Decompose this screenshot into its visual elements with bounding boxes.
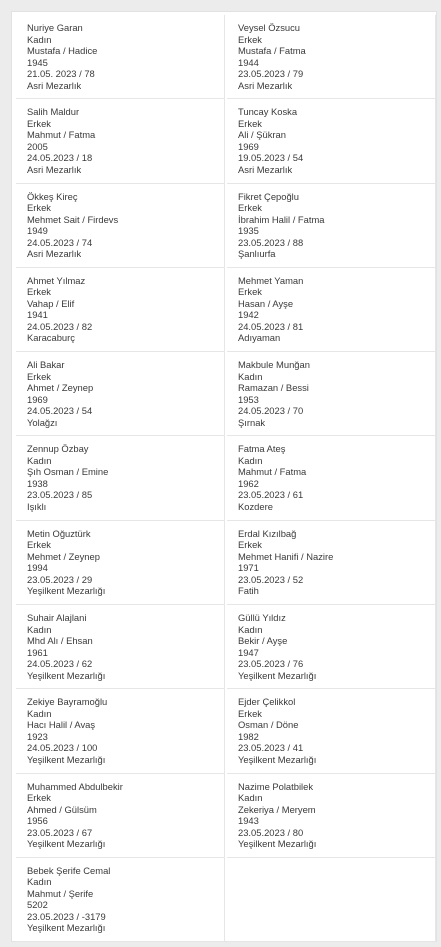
record-gender: Erkek [27, 370, 51, 382]
record-gender: Kadın [238, 370, 263, 382]
record-gender: Erkek [238, 539, 262, 551]
record-birth-year: 1982 [238, 730, 259, 742]
record-cemetery: Asri Mezarlık [27, 163, 82, 175]
record-name: Fikret Çepoğlu [238, 190, 299, 202]
record-birth-year: 1969 [27, 393, 48, 405]
record-gender: Erkek [27, 539, 51, 551]
record-parents: Zekeriya / Meryem [238, 803, 316, 815]
record-gender: Erkek [238, 286, 262, 298]
record-birth-year: 1944 [238, 56, 259, 68]
record-cell [227, 521, 436, 605]
record-death: 23.05.2023 / 88 [238, 236, 304, 248]
record-gender: Kadın [27, 623, 52, 635]
record-cell [227, 605, 436, 689]
record-death: 24.05.2023 / 100 [27, 742, 98, 754]
record-gender: Erkek [238, 202, 262, 214]
record-gender: Erkek [27, 286, 51, 298]
record-cemetery: Fatih [238, 585, 259, 597]
record-parents: Ahmed / Gülsüm [27, 803, 97, 815]
record-cell [227, 99, 436, 183]
record-gender: Kadın [238, 623, 263, 635]
record-cell [16, 521, 225, 605]
record-gender: Kadın [27, 33, 52, 45]
record-name: Ejder Çelikkol [238, 696, 296, 708]
record-cemetery: Şanlıurfa [238, 248, 276, 260]
record-cemetery: Yeşilkent Mezarlığı [238, 753, 317, 765]
record-name: Bebek Şerife Cemal [27, 864, 111, 876]
record-cell [16, 184, 225, 268]
record-gender: Kadın [27, 454, 52, 466]
record-name: Nazime Polatbilek [238, 780, 314, 792]
record-gender: Kadın [238, 792, 263, 804]
record-birth-year: 1947 [238, 646, 259, 658]
record-parents: Mahmut / Fatma [27, 129, 96, 141]
record-name: Tuncay Koska [238, 106, 298, 118]
record-birth-year: 5202 [27, 899, 48, 911]
record-death: 24.05.2023 / 74 [27, 236, 93, 248]
record-cemetery: Yeşilkent Mezarlığı [27, 922, 106, 934]
record-name: Salih Maldur [27, 106, 80, 118]
record-death: 23.05.2023 / 76 [238, 658, 304, 670]
record-birth-year: 1971 [238, 562, 259, 574]
record-name: Zekiye Bayramoğlu [27, 696, 108, 708]
record-cemetery: Yeşilkent Mezarlığı [27, 838, 106, 850]
record-birth-year: 1961 [27, 646, 48, 658]
record-parents: Mehmet Hanifi / Nazire [238, 550, 334, 562]
record-birth-year: 1994 [27, 562, 48, 574]
record-parents: İbrahim Halil / Fatma [238, 213, 325, 225]
record-gender: Erkek [27, 792, 51, 804]
record-cell [16, 605, 225, 689]
record-parents: Vahap / Elif [27, 297, 75, 309]
record-name: Suhair Alajlani [27, 612, 87, 624]
record-cell [227, 352, 436, 436]
record-name: Ahmet Yılmaz [27, 274, 86, 286]
record-birth-year: 1949 [27, 225, 48, 237]
record-cell [16, 99, 225, 183]
record-death: 24.05.2023 / 81 [238, 320, 304, 332]
record-parents: Şıh Osman / Emine [27, 466, 109, 478]
record-cemetery: Işıklı [27, 500, 47, 512]
record-cell [227, 689, 436, 773]
record-name: Nuriye Garan [27, 22, 83, 33]
record-parents: Mustafa / Fatma [238, 45, 306, 56]
record-parents: Bekir / Ayşe [238, 635, 288, 647]
record-death: 23.05.2023 / 52 [238, 573, 304, 585]
record-cemetery: Yeşilkent Mezarlığı [27, 585, 106, 597]
record-death: 24.05.2023 / 82 [27, 320, 93, 332]
record-parents: Mehmet Sait / Firdevs [27, 213, 119, 225]
record-birth-year: 1938 [27, 477, 48, 489]
record-cemetery: Şırnak [238, 416, 266, 428]
record-death: 23.05.2023 / 41 [238, 742, 304, 754]
record-name: Metin Oğuztürk [27, 527, 91, 539]
record-death: 24.05.2023 / 70 [238, 405, 304, 417]
record-parents: Mustafa / Hadice [27, 45, 98, 56]
record-gender: Erkek [238, 707, 262, 719]
record-death: 24.05.2023 / 62 [27, 658, 93, 670]
document-page [11, 11, 437, 942]
record-name: Mehmet Yaman [238, 274, 304, 286]
empty-cell [227, 858, 436, 942]
record-cell [16, 268, 225, 352]
record-death: 23.05.2023 / 79 [238, 68, 304, 79]
record-cell [16, 858, 225, 942]
record-birth-year: 1943 [238, 815, 259, 827]
record-cemetery: Adıyaman [238, 332, 281, 344]
record-gender: Kadın [27, 707, 52, 719]
record-parents: Ali / Şükran [238, 129, 286, 141]
record-parents: Ramazan / Bessi [238, 382, 309, 394]
record-cell [16, 774, 225, 858]
record-cemetery: Karacaburç [27, 332, 75, 344]
record-name: Makbule Munğan [238, 359, 310, 371]
record-birth-year: 1923 [27, 730, 48, 742]
record-cell [227, 436, 436, 520]
record-gender: Erkek [238, 33, 262, 45]
record-cemetery: Kozdere [238, 500, 273, 512]
record-parents: Mhd Alı / Ehsan [27, 635, 93, 647]
record-cemetery: Asri Mezarlık [27, 248, 82, 260]
record-death: 24.05.2023 / 18 [27, 152, 93, 164]
record-gender: Erkek [27, 202, 51, 214]
record-gender: Kadın [238, 454, 263, 466]
record-birth-year: 1962 [238, 477, 259, 489]
record-cell [227, 774, 436, 858]
record-cell [227, 184, 436, 268]
record-cell [16, 689, 225, 773]
record-name: Zennup Özbay [27, 443, 89, 455]
record-death: 24.05.2023 / 54 [27, 405, 93, 417]
record-cemetery: Yeşilkent Mezarlığı [27, 669, 106, 681]
record-birth-year: 1956 [27, 815, 48, 827]
record-gender: Erkek [238, 117, 262, 129]
record-birth-year: 1935 [238, 225, 259, 237]
record-name: Veysel Özsucu [238, 22, 301, 33]
record-cemetery: Asri Mezarlık [238, 163, 293, 175]
records-table [16, 15, 436, 942]
record-name: Fatma Ateş [238, 443, 286, 455]
record-cemetery: Asri Mezarlık [27, 79, 82, 91]
record-death: 23.05.2023 / -3179 [27, 910, 106, 922]
record-parents: Mehmet / Zeynep [27, 550, 100, 562]
record-cell [16, 352, 225, 436]
record-cell [16, 436, 225, 520]
record-name: Muhammed Abdulbekir [27, 780, 123, 792]
record-parents: Ahmet / Zeynep [27, 382, 94, 394]
record-birth-year: 1969 [238, 140, 259, 152]
record-death: 23.05.2023 / 61 [238, 489, 304, 501]
record-name: Erdal Kızılbağ [238, 527, 297, 539]
record-cemetery: Yeşilkent Mezarlığı [238, 838, 317, 850]
record-birth-year: 2005 [27, 140, 48, 152]
record-parents: Hacı Halil / Avaş [27, 719, 96, 731]
record-cemetery: Yeşilkent Mezarlığı [238, 669, 317, 681]
record-death: 23.05.2023 / 29 [27, 573, 93, 585]
record-cell [16, 15, 225, 99]
record-name: Ökkeş Kireç [27, 190, 78, 202]
record-death: 23.05.2023 / 67 [27, 826, 93, 838]
record-name: Güllü Yıldız [238, 612, 286, 624]
record-death: 23.05.2023 / 80 [238, 826, 304, 838]
record-birth-year: 1942 [238, 309, 259, 321]
record-name: Ali Bakar [27, 359, 65, 371]
record-parents: Osman / Döne [238, 719, 299, 731]
record-parents: Hasan / Ayşe [238, 297, 294, 309]
record-death: 23.05.2023 / 85 [27, 489, 93, 501]
record-cell [227, 15, 436, 99]
record-gender: Erkek [27, 117, 51, 129]
record-death: 21.05. 2023 / 78 [27, 68, 95, 79]
record-birth-year: 1953 [238, 393, 259, 405]
record-cell [227, 268, 436, 352]
record-gender: Kadın [27, 876, 52, 888]
record-cemetery: Asri Mezarlık [238, 79, 293, 91]
record-birth-year: 1941 [27, 309, 48, 321]
record-parents: Mahmut / Şerife [27, 887, 94, 899]
record-cemetery: Yeşilkent Mezarlığı [27, 753, 106, 765]
record-death: 19.05.2023 / 54 [238, 152, 304, 164]
record-birth-year: 1945 [27, 56, 48, 68]
record-parents: Mahmut / Fatma [238, 466, 307, 478]
record-cemetery: Yolağzı [27, 416, 58, 428]
